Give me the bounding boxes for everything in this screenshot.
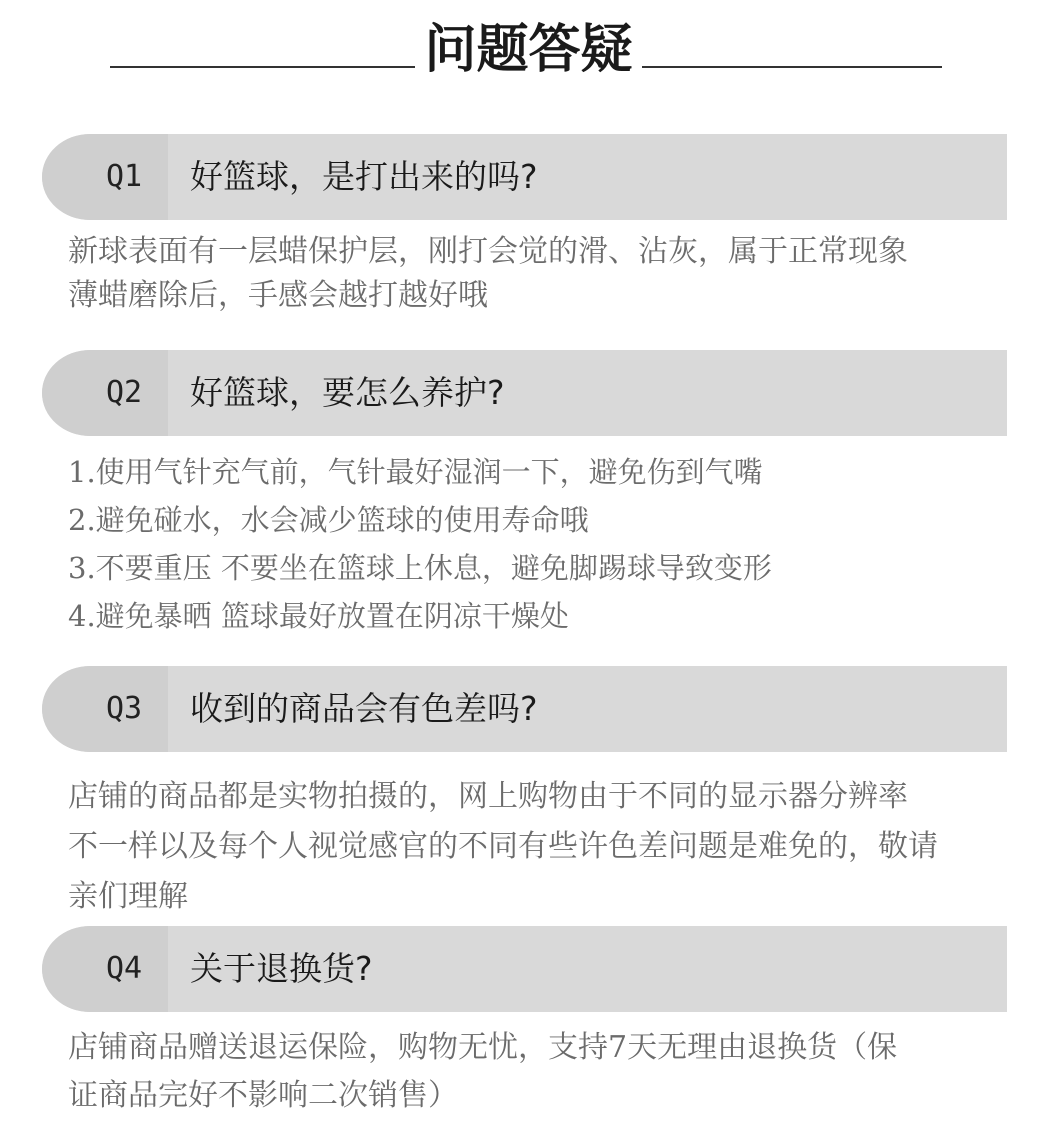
answer-line: 2.避免碰水，水会减少篮球的使用寿命哦: [68, 503, 589, 537]
answer-line: 4.避免暴晒 篮球最好放置在阴凉干燥处: [68, 599, 569, 633]
faq-number: Q1: [106, 159, 143, 194]
answer-line: 证商品完好不影响二次销售）: [68, 1078, 458, 1113]
answer-line: 1.使用气针充气前，气针最好湿润一下，避免伤到气嘴: [68, 455, 763, 489]
faq-question: 关于退换货?: [190, 949, 373, 988]
faq-number: Q3: [106, 691, 143, 726]
faq-question-bar-q2: [42, 350, 1007, 436]
page-title: 问题答疑: [424, 20, 633, 80]
faq-answer-q4: [68, 1024, 998, 1120]
faq-question: 好篮球，是打出来的吗?: [190, 157, 538, 196]
answer-line: 店铺商品赠送退运保险，购物无忧，支持7天无理由退换货（保: [68, 1030, 898, 1065]
faq-answer-q2: [68, 448, 998, 640]
answer-line: 不一样以及每个人视觉感官的不同有些许色差问题是难免的，敬请: [68, 829, 938, 864]
faq-number-tab: [42, 350, 168, 436]
faq-question-bar-q3: [42, 666, 1007, 752]
faq-answer-q3: [68, 772, 998, 922]
title-divider-right: [642, 66, 942, 68]
faq-number: Q2: [106, 375, 143, 410]
faq-question-bar-q4: [42, 926, 1007, 1012]
faq-number-tab: [42, 926, 168, 1012]
faq-question: 好篮球，要怎么养护?: [190, 373, 505, 412]
faq-question: 收到的商品会有色差吗?: [190, 689, 538, 728]
answer-line: 3.不要重压 不要坐在篮球上休息，避免脚踢球导致变形: [68, 551, 772, 585]
answer-line: 新球表面有一层蜡保护层，刚打会觉的滑、沾灰，属于正常现象: [68, 234, 908, 269]
faq-number: Q4: [106, 951, 143, 986]
answer-line: 亲们理解: [68, 879, 188, 914]
faq-number-tab: [42, 666, 168, 752]
answer-line: 店铺的商品都是实物拍摄的，网上购物由于不同的显示器分辨率: [68, 779, 908, 814]
title-divider-left: [110, 66, 415, 68]
faq-number-tab: [42, 134, 168, 220]
faq-answer-q1: [68, 230, 998, 318]
faq-question-bar-q1: [42, 134, 1007, 220]
answer-line: 薄蜡磨除后，手感会越打越好哦: [68, 278, 488, 313]
page-header: [0, 18, 1062, 82]
